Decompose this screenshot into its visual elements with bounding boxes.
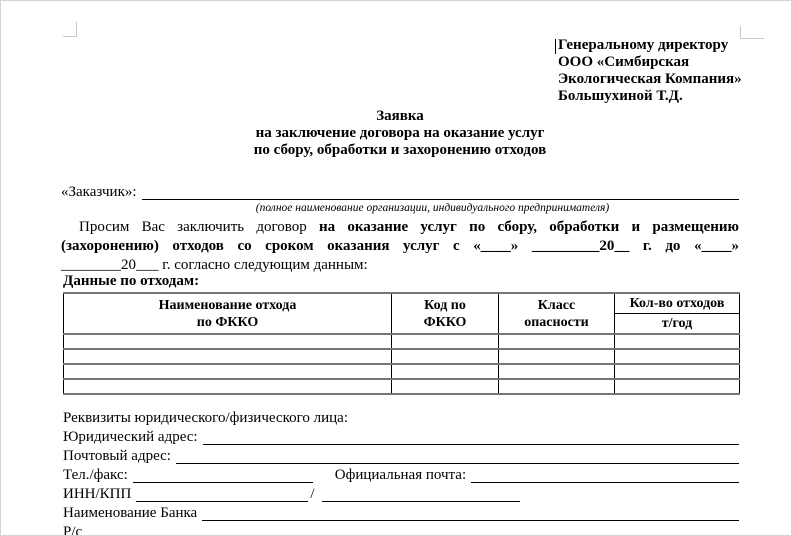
waste-table-row: [64, 349, 740, 364]
phone-email-row: [63, 465, 739, 484]
recipient-line: ООО «Симбирская: [558, 54, 690, 70]
official-email-blank[interactable]: [471, 468, 739, 483]
account-blank[interactable]: [87, 525, 739, 536]
waste-data-heading: Данные по отходам:: [63, 273, 200, 289]
fkko-code-cell[interactable]: [392, 379, 499, 394]
bank-name-label: Наименование Банка: [63, 505, 198, 521]
hazard-class-cell[interactable]: [499, 349, 615, 364]
fkko-code-cell[interactable]: [392, 364, 499, 379]
column-header-text: по ФККО: [196, 314, 259, 330]
column-header-text: опасности: [524, 314, 589, 330]
phone-fax-blank[interactable]: [133, 468, 313, 483]
postal-address-row: [63, 446, 739, 465]
waste-table-row: [64, 334, 740, 349]
column-header-text: ФККО: [423, 314, 467, 330]
legal-address-blank[interactable]: [203, 430, 739, 445]
column-header-hazard-class: [499, 293, 615, 334]
legal-address-row: [63, 427, 739, 446]
waste-name-cell[interactable]: [64, 364, 392, 379]
inn-kpp-separator: /: [310, 486, 315, 502]
column-header-waste-name: [64, 293, 392, 334]
requisites-heading-row: [63, 408, 739, 427]
hazard-class-cell[interactable]: [499, 334, 615, 349]
request-text-bold: на оказание услуг по сбору, обработки и размещению: [318, 219, 739, 235]
requisites-heading: Реквизиты юридического/физического лица:: [63, 410, 348, 426]
customer-value-blank[interactable]: [142, 185, 739, 200]
recipient-line: Экологическая Компания»: [558, 71, 742, 87]
official-email-label: Официальная почта:: [334, 467, 467, 483]
quantity-cell[interactable]: [615, 379, 740, 394]
customer-note: (полное наименование организации, индивидуального предпринимателя): [255, 202, 610, 214]
waste-name-cell[interactable]: [64, 334, 392, 349]
column-header-quantity-unit: т/год: [615, 314, 740, 335]
hazard-class-cell[interactable]: [499, 379, 615, 394]
waste-table-row: [64, 364, 740, 379]
text-cursor: [555, 39, 556, 54]
waste-name-cell[interactable]: [64, 379, 392, 394]
request-paragraph: [61, 218, 739, 275]
waste-table-header-row: [64, 293, 740, 314]
recipient-line: Генеральному директору: [558, 37, 729, 53]
postal-address-blank[interactable]: [176, 449, 739, 464]
column-header-text: Код по: [424, 297, 466, 313]
requisites-section: [63, 408, 739, 536]
fkko-code-cell[interactable]: [392, 334, 499, 349]
waste-table: [63, 292, 740, 395]
request-text-normal: ________20___ г. согласно следующим данным:: [61, 257, 368, 273]
fkko-code-cell[interactable]: [392, 349, 499, 364]
crop-mark-top-left-icon: [63, 22, 77, 37]
column-header-waste-quantity: Кол-во отходов: [615, 293, 740, 314]
quantity-cell[interactable]: [615, 364, 740, 379]
phone-fax-label: Тел./факс:: [63, 467, 128, 483]
document-title: [61, 108, 739, 159]
waste-name-cell[interactable]: [64, 349, 392, 364]
bank-name-blank[interactable]: [202, 506, 739, 521]
bank-name-row: [63, 503, 739, 522]
column-header-text: Наименование отхода: [158, 297, 297, 313]
request-line-1: [61, 218, 739, 237]
quantity-cell[interactable]: [615, 349, 740, 364]
title-line: по сбору, обработки и захоронению отходов: [253, 142, 547, 158]
request-text-normal: Просим Вас заключить договор: [79, 219, 319, 235]
account-row: [63, 522, 739, 536]
title-line: Заявка: [376, 108, 424, 124]
title-line: на заключение договора на оказание услуг: [255, 125, 545, 141]
postal-address-label: Почтовый адрес:: [63, 448, 171, 464]
recipient-line: Большухиной Т.Д.: [558, 88, 683, 104]
customer-row: [61, 183, 739, 201]
crop-mark-top-right-icon: [740, 26, 764, 39]
quantity-cell[interactable]: [615, 334, 740, 349]
request-text-bold: (захоронению) отходов со сроком оказания услуг с «____» _________20__ г. до «____»: [61, 238, 739, 254]
kpp-blank[interactable]: [322, 487, 520, 502]
column-header-text: Класс: [537, 297, 576, 313]
inn-kpp-row: [63, 484, 739, 503]
waste-table-row: [64, 379, 740, 394]
hazard-class-cell[interactable]: [499, 364, 615, 379]
legal-address-label: Юридический адрес:: [63, 429, 198, 445]
customer-label: «Заказчик»:: [61, 184, 137, 200]
request-line-2: [61, 237, 739, 256]
account-label: Р/с: [63, 524, 83, 536]
inn-kpp-label: ИНН/КПП: [63, 486, 132, 502]
inn-blank[interactable]: [136, 487, 308, 502]
column-header-fkko-code: [392, 293, 499, 334]
recipient-block: [558, 37, 742, 105]
